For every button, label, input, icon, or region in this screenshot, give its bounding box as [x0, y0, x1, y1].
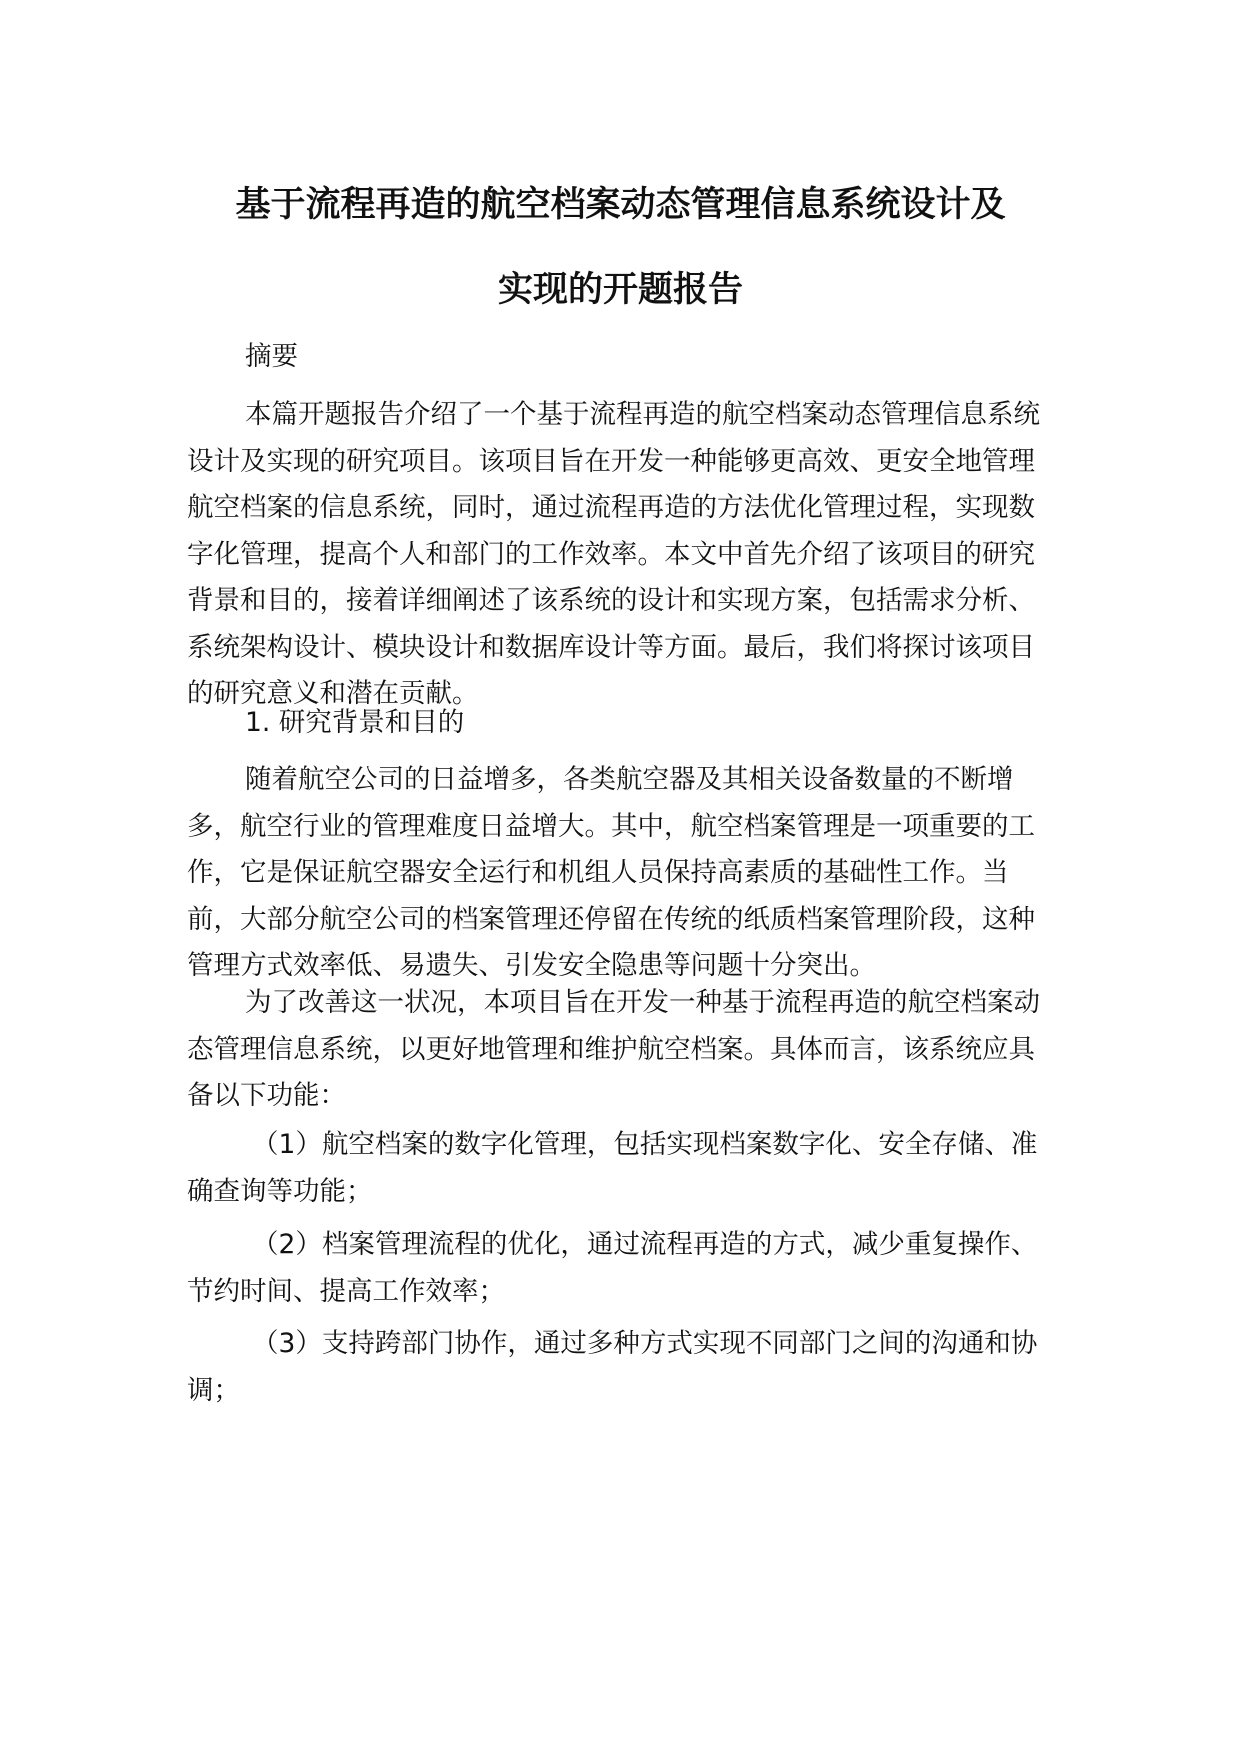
section-1-paragraph-2: 为了改善这一状况，本项目旨在开发一种基于流程再造的航空档案动态管理信息系统，以更好地管理和维护航空档案。具体而言，该系统应具备以下功能：: [187, 987, 1040, 1111]
list-item: （1）航空档案的数字化管理，包括实现档案数字化、安全存储、准确查询等功能；: [187, 1129, 1038, 1207]
document-title-line-2: 实现的开题报告: [497, 270, 743, 310]
list-item: （3）支持跨部门协作，通过多种方式实现不同部门之间的沟通和协调；: [187, 1328, 1038, 1406]
section-1-heading: 1. 研究背景和目的: [245, 707, 465, 738]
abstract-paragraph: 本篇开题报告介绍了一个基于流程再造的航空档案动态管理信息系统设计及实现的研究项目。该项目旨在开发一种能够更高效、更安全地管理航空档案的信息系统，同时，通过流程再造的方法优化管理过程，实现数字化管理，提高个人和部门的工作效率。本文中首先介绍了该项目的研究背景和目的，接着详细阐述了该系统的设计和实现方案，包括需求分析、系统架构设计、模块设计和数据库设计等方面。最后，我们将探讨该项目的研究意义和潜在贡献。: [187, 399, 1040, 709]
document-title-line-1: 基于流程再造的航空档案动态管理信息系统设计及: [235, 185, 1006, 225]
list-item: （2）档案管理流程的优化，通过流程再造的方式，减少重复操作、节约时间、提高工作效率；: [187, 1229, 1038, 1307]
section-1-paragraph-1: 随着航空公司的日益增多，各类航空器及其相关设备数量的不断增多，航空行业的管理难度日益增大。其中，航空档案管理是一项重要的工作，它是保证航空器安全运行和机组人员保持高素质的基础性工作。当前，大部分航空公司的档案管理还停留在传统的纸质档案管理阶段，这种管理方式效率低、易遗失、引发安全隐患等问题十分突出。: [187, 764, 1035, 981]
abstract-heading: 摘要: [245, 341, 298, 372]
